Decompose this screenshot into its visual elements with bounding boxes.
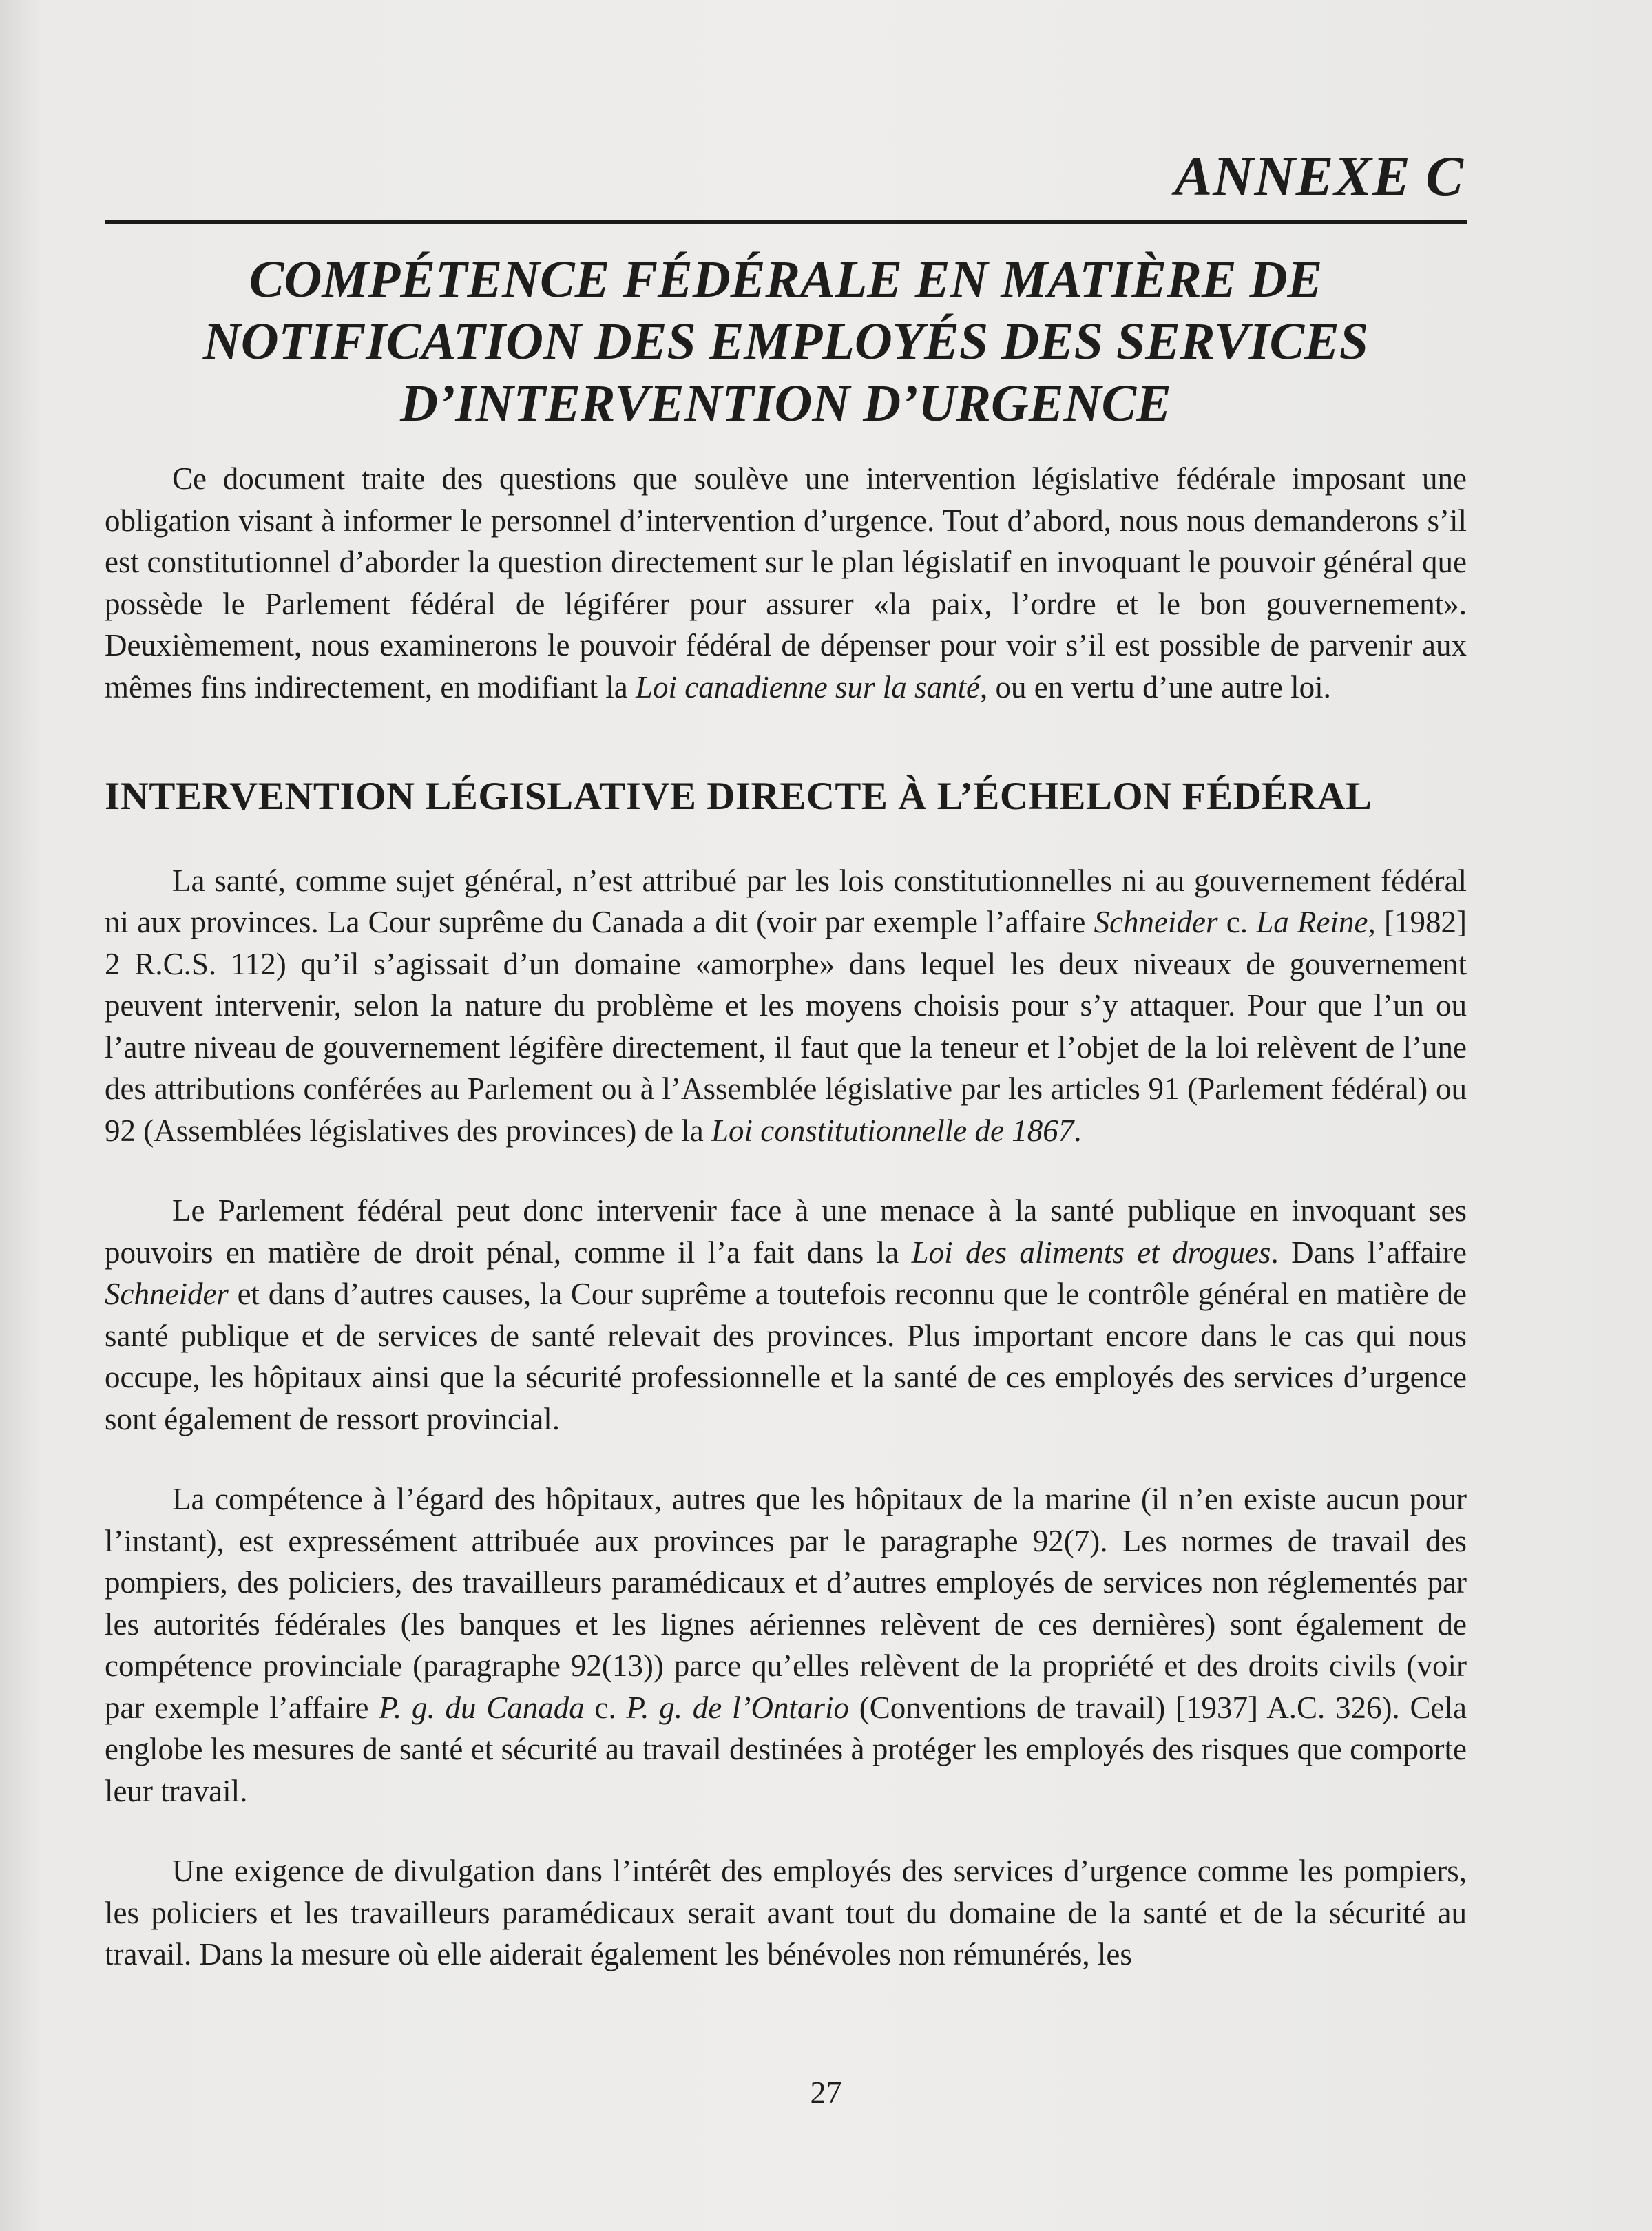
p1-italic-3: Loi constitutionnelle de 1867 (711, 1113, 1074, 1148)
paragraph-1 (105, 860, 1467, 1152)
p3-italic-2: P. g. de l’Ontario (626, 1690, 850, 1725)
p4-text-1: Une exigence de divulgation dans l’intérêt des employés des services d’urgence comme les pompiers, les policiers et les travailleurs paramédicaux serait avant tout du domaine de la santé et de la sécurité au travail. Dans la mesure où elle aiderait également les bénévoles non rémunérés, les (105, 1854, 1467, 1972)
p1-text-3: , [1982] 2 R.C.S. 112) qu’il s’agissait d’un domaine «amorphe» dans lequel les deux niveaux de gouvernement peuvent intervenir, selon la nature du problème et les moyens choisis pour s’y attaquer. Pour que l’un ou l’autre niveau de gouvernement légifère directement, il faut que la teneur et l’objet de la loi relèvent de l’une des attributions conférées au Parlement ou à l’Assemblée législative par les articles 91 (Parlement fédéral) ou 92 (Assemblées législatives des provinces) de la (105, 905, 1467, 1148)
p1-text-1: La santé, comme sujet général, n’est attribué par les lois constitutionnelles ni au gouvernement fédéral ni aux provinces. La Cour suprême du Canada a dit (voir par exemple l’affaire (105, 863, 1467, 940)
paragraph-4 (105, 1850, 1467, 1976)
p3-text-3: (Conventions de travail) [1937] A.C. 326). Cela englobe les mesures de santé et sécurité au travail destinées à protéger les employés des risques que comporte leur travail. (105, 1690, 1467, 1808)
intro-italic-1: Loi canadienne sur la santé (636, 669, 980, 704)
p3-text-1: La compétence à l’égard des hôpitaux, autres que les hôpitaux de la marine (il n’en existe aucun pour l’instant), est expressément attribuée aux provinces par le paragraphe 92(7). Les normes de travail des pompiers, des policiers, des travailleurs paramédicaux et d’autres employés de services non réglementés par les autorités fédérales (les banques et les lignes aériennes relèvent de ces dernières) sont également de compétence provinciale (paragraphe 92(13)) parce qu’elles relèvent de la propriété et des droits civils (voir par exemple l’affaire (105, 1482, 1467, 1725)
intro-text-2: , ou en vertu d’une autre loi. (980, 669, 1331, 704)
intro-text-1: Ce document traite des questions que soulève une intervention législative fédérale imposant une obligation visant à informer le personnel d’intervention d’urgence. Tout d’abord, nous nous demanderons s’il est constitutionnel d’aborder la question directement sur le plan législatif en invoquant le pouvoir général que possède le Parlement fédéral de légiférer pour assurer «la paix, l’ordre et le bon gouvernement». Deuxièmement, nous examinerons le pouvoir fédéral de dépenser pour voir s’il est possible de parvenir aux mêmes fins indirectement, en modifiant la (105, 461, 1467, 704)
page-content (105, 145, 1467, 1976)
title-line-3: D’INTERVENTION D’URGENCE (400, 375, 1171, 432)
intro-paragraph (105, 458, 1467, 708)
p2-text-3: et dans d’autres causes, la Cour suprême a toutefois reconnu que le contrôle général en matière de santé publique et de services de santé relevait des provinces. Plus important encore dans le cas qui nous occupe, les hôpitaux ainsi que la sécurité professionnelle et la santé de ces employés des services d’urgence sont également de ressort provincial. (105, 1277, 1467, 1436)
p3-italic-1: P. g. du Canada (379, 1690, 585, 1725)
title-line-2: NOTIFICATION DES EMPLOYÉS DES SERVICES (202, 313, 1369, 370)
section-heading: INTERVENTION LÉGISLATIVE DIRECTE À L’ÉCHELON FÉDÉRAL (105, 775, 1372, 818)
p2-text-2: . Dans l’affaire (1271, 1235, 1467, 1270)
p3-text-2: c. (584, 1690, 627, 1725)
page-number: 27 (810, 2075, 842, 2110)
paragraph-2 (105, 1190, 1467, 1440)
page-title (105, 249, 1467, 434)
p2-italic-2: Schneider (105, 1277, 229, 1312)
p2-italic-1: Loi des aliments et drogues (911, 1235, 1271, 1270)
p2-text-1: Le Parlement fédéral peut donc intervenir face à une menace à la santé publique en invoquant ses pouvoirs en matière de droit pénal, comme il l’a fait dans la (105, 1193, 1467, 1270)
title-rule (105, 220, 1467, 224)
p1-text-4: . (1074, 1113, 1082, 1148)
annex-label: ANNEXE C (1174, 145, 1464, 207)
title-line-1: COMPÉTENCE FÉDÉRALE EN MATIÈRE DE (249, 251, 1323, 308)
p1-italic-2: La Reine (1256, 905, 1368, 940)
p1-italic-1: Schneider (1094, 905, 1218, 940)
p1-text-2: c. (1217, 905, 1257, 940)
paragraph-3 (105, 1478, 1467, 1812)
